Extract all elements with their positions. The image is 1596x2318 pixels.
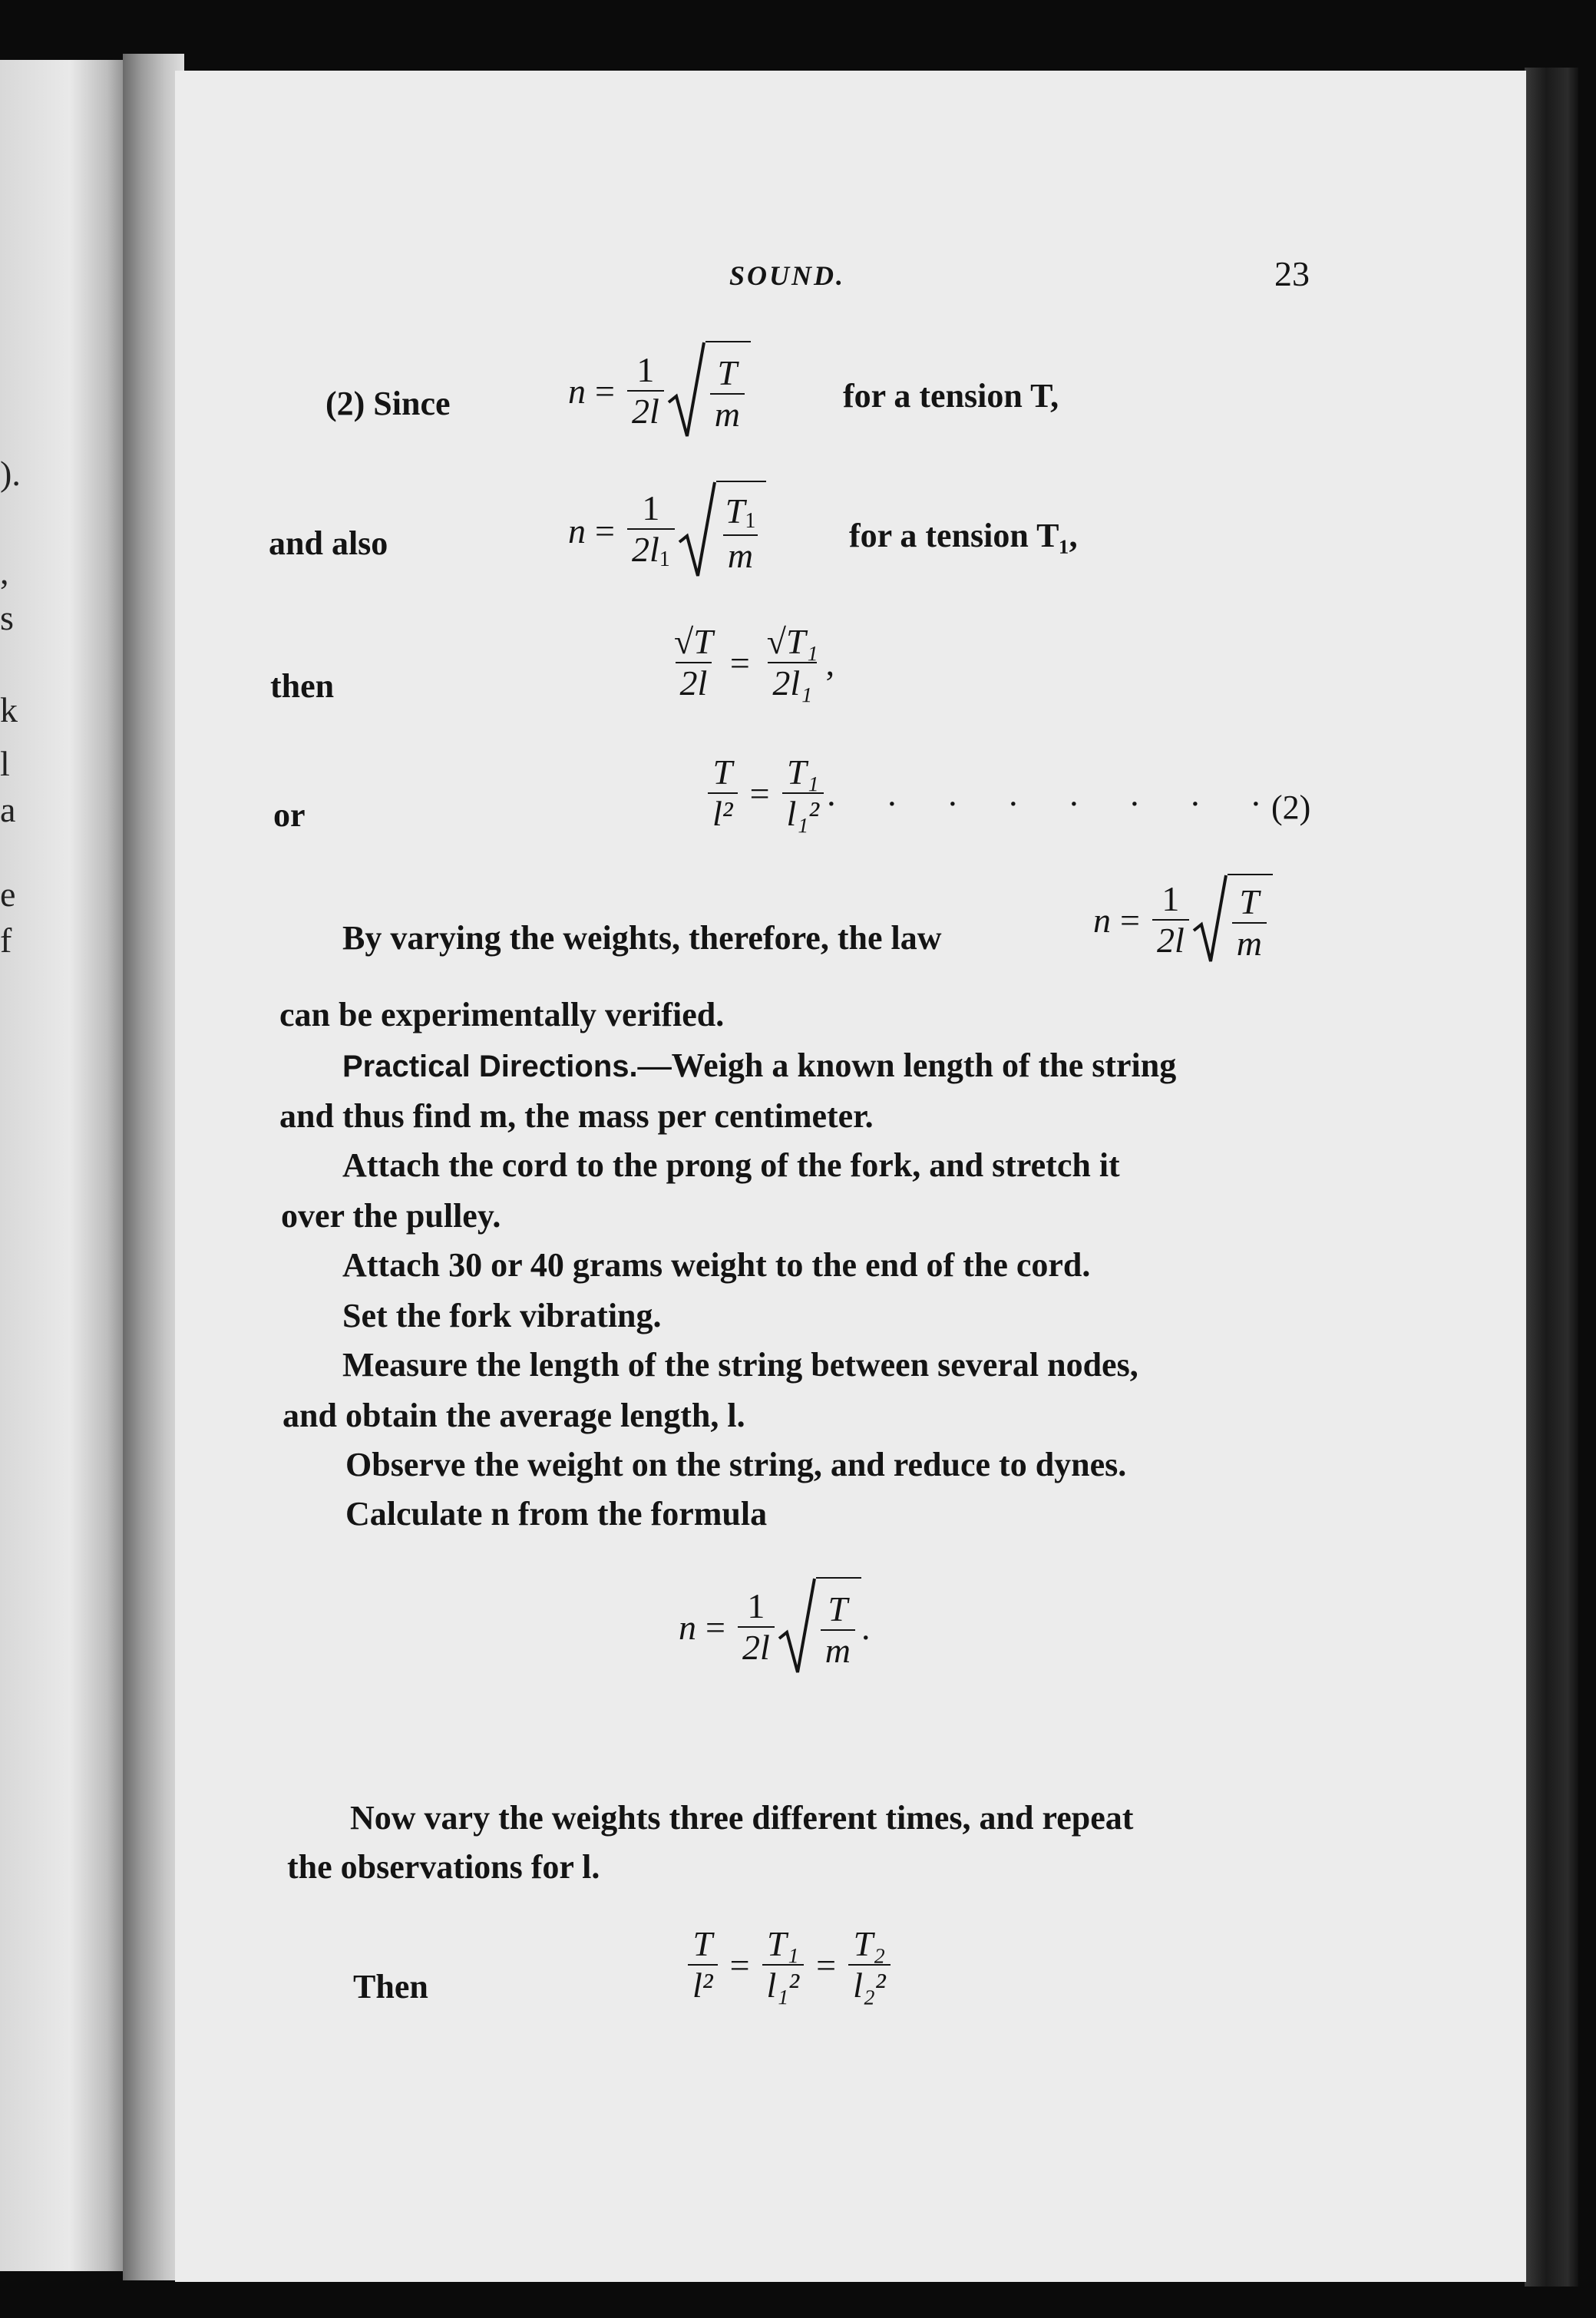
eq3-right-den: 2l₁ — [768, 662, 817, 702]
page-number: 23 — [1274, 254, 1310, 293]
eq2-radical — [678, 481, 767, 580]
formula-rad-num: T — [828, 1589, 848, 1629]
direction-line: Attach the cord to the prong of the fork, and stretch it — [342, 1146, 1120, 1184]
direction-line: over the pulley. — [281, 1197, 501, 1235]
margin-fragment: , — [0, 552, 9, 591]
equation-4: $\frac{T}{\text{l²}}$ = $\frac{\text{T₁}}{\text{l₁²}}$ . . . . . . . . — [705, 754, 1282, 833]
eq4-right-num: T₁ — [787, 752, 819, 792]
eq2-den: 2l — [631, 530, 659, 570]
equation-law: n = $\frac{1}{2l}$ $\frac{T}{m}$ — [1093, 874, 1273, 966]
formula-den: 2l — [738, 1626, 775, 1666]
direction-line: and thus find m, the mass per centimeter. — [279, 1097, 874, 1135]
eq3-comma: , — [825, 643, 835, 683]
direction-line: Measure the length of the string between several nodes, — [342, 1346, 1138, 1384]
eq1-rad-num: T — [717, 352, 738, 392]
eq6-f3-num: T₂ — [853, 1924, 886, 1963]
eq2-lhs: n — [568, 511, 586, 551]
direction-line: Observe the weight on the string, and reduce to dynes. — [345, 1446, 1127, 1483]
eq2-label: and also — [269, 524, 388, 562]
eq1-radical — [667, 341, 751, 441]
direction-line: Calculate n from the formula — [345, 1495, 768, 1533]
vary-continuation: can be experimentally verified. — [279, 996, 725, 1033]
directions-first-line — [342, 1046, 1176, 1085]
running-title: SOUND. — [729, 260, 846, 291]
margin-fragment: e — [0, 875, 16, 914]
book-spine-edge — [1525, 68, 1578, 2287]
equation-1: n = $\frac{1}{2l}$ $\frac{T}{m}$ — [568, 341, 751, 441]
eq3-left-den: 2l — [676, 662, 712, 702]
eq6-label: Then — [353, 1968, 428, 2006]
vary-sentence: By varying the weights, therefore, the law — [342, 919, 942, 957]
direction-line: Set the fork vibrating. — [342, 1297, 662, 1334]
eq3-left-num: √T — [674, 622, 713, 661]
eq1-num: 1 — [636, 349, 655, 389]
eq1-label: (2) Since — [325, 385, 451, 422]
eq6-f2-den: l₁² — [762, 1964, 805, 2004]
law-rad-num: T — [1239, 881, 1260, 921]
direction-line: and obtain the average length, l. — [283, 1397, 745, 1434]
eq1-den: 2l — [627, 390, 664, 430]
now-line-1: Now vary the weights three different times, and repeat — [350, 1799, 1134, 1837]
direction-line: Attach 30 or 40 grams weight to the end of the cord. — [342, 1246, 1091, 1284]
law-den: 2l — [1152, 919, 1189, 959]
equation-6: $\frac{T}{\text{l²}}$ = $\frac{\text{T₁}}{\text{l₁²}}$ = $\frac{\text{T₂}}{\text{l₂²}}$ — [685, 1926, 894, 2005]
eq4-dot-leader: . . . . . . . . — [827, 773, 1282, 813]
equation-2: n = $\frac{1}{2l_1}$ $\frac{T_1}{m}$ — [568, 481, 766, 580]
eq4-label: or — [273, 796, 306, 834]
margin-fragment: l — [0, 744, 10, 783]
eq6-f1-den: l² — [688, 1964, 718, 2004]
book-page — [175, 71, 1526, 2282]
law-num: 1 — [1161, 878, 1180, 918]
directions-dash: — — [637, 1047, 672, 1084]
facing-page-strip — [0, 60, 127, 2271]
eq1-lhs: n — [568, 371, 586, 411]
now-line-2: the observations for l. — [287, 1848, 600, 1886]
formula-lhs: n — [679, 1607, 696, 1647]
eq3-label: then — [270, 667, 335, 705]
formula-period: . — [861, 1607, 871, 1647]
formula-rad-den: m — [821, 1629, 855, 1669]
eq4-left-num: T — [712, 752, 733, 792]
eq4-left-den: l² — [708, 792, 738, 832]
direction-line: Weigh a known length of the string — [671, 1047, 1177, 1084]
law-radical — [1192, 874, 1273, 966]
law-rad-den: m — [1232, 922, 1267, 962]
eq6-f2-num: T₁ — [767, 1924, 799, 1963]
eq1-rad-den: m — [710, 393, 745, 433]
margin-fragment: a — [0, 790, 16, 829]
eq6-f3-den: l₂² — [848, 1964, 891, 2004]
law-lhs: n — [1093, 900, 1111, 940]
margin-fragment: f — [0, 921, 12, 960]
margin-fragment: ). — [0, 454, 21, 493]
directions-heading: Practical Directions. — [342, 1050, 638, 1083]
eq2-rad-num-sub: 1 — [745, 509, 756, 534]
margin-fragment: k — [0, 690, 18, 729]
eq2-rad-den: m — [723, 534, 758, 574]
formula-num: 1 — [747, 1586, 765, 1625]
margin-fragment: s — [0, 598, 14, 637]
eq1-note: for a tension T, — [843, 377, 1059, 415]
eq3-right-num: √T₁ — [766, 622, 818, 661]
equation-3: $\frac{√T}{2l}$ = $\frac{\text{√T₁}}{\text{2l₁}}$ , — [666, 623, 834, 703]
eq2-note: for a tension T₁, — [849, 517, 1078, 554]
eq4-right-den: l₁² — [782, 792, 824, 832]
eq6-f1-num: T — [692, 1924, 713, 1963]
equation-number: (2) — [1271, 789, 1311, 826]
eq2-rad-num: T — [725, 491, 745, 531]
equation-formula: n = $\frac{1}{2l}$ $\frac{T}{m}$ . — [679, 1577, 870, 1677]
formula-radical — [778, 1577, 861, 1677]
eq2-num: 1 — [642, 488, 660, 528]
eq2-den-sub: 1 — [659, 547, 670, 572]
